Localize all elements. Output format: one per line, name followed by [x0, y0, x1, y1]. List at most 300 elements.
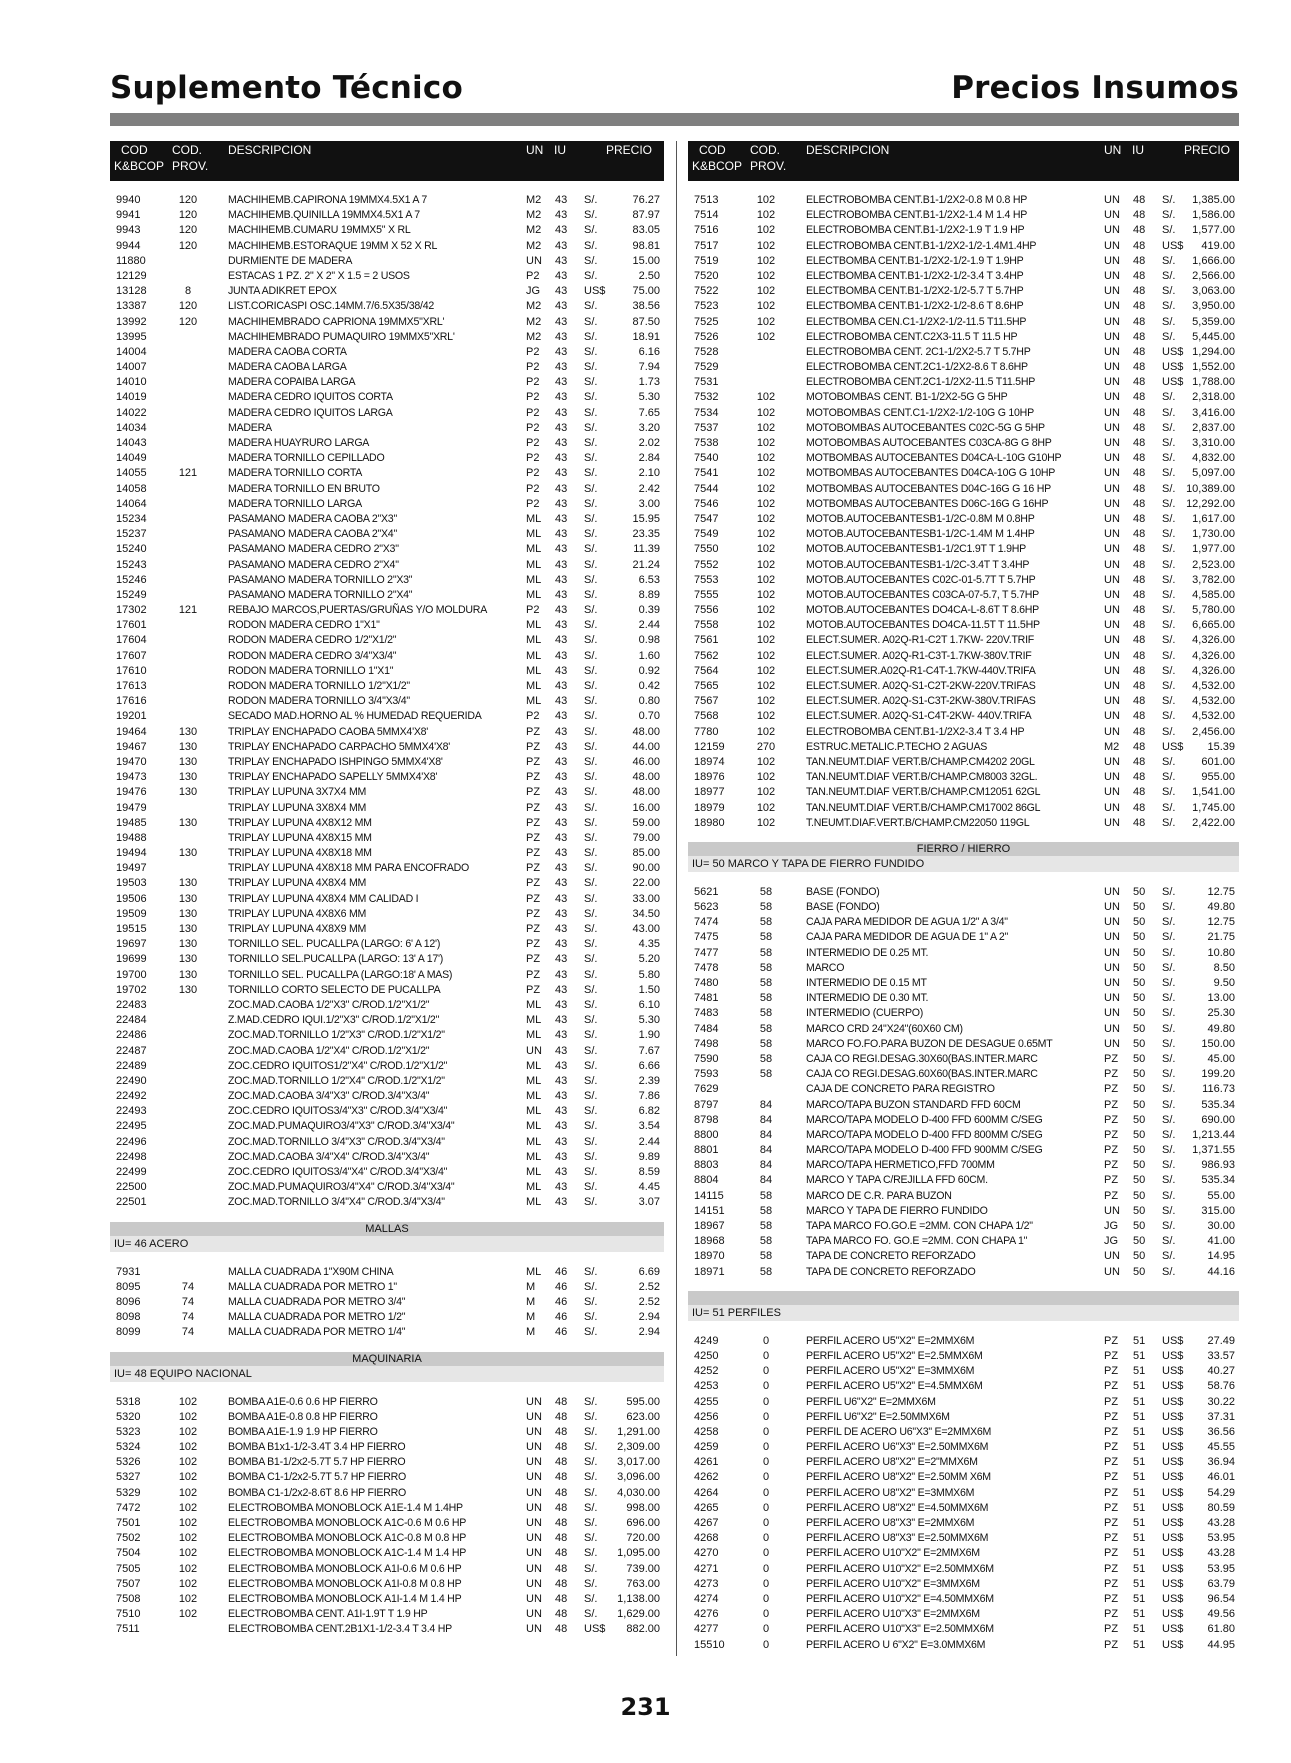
cell-price: 34.50	[632, 907, 660, 920]
cell-price: 49.80	[1207, 1022, 1235, 1035]
cell-prov: 102	[756, 695, 776, 708]
cell-currency: S/.	[1162, 695, 1176, 708]
cell-currency: US$	[1162, 1425, 1184, 1438]
cell-un: P2	[526, 391, 540, 404]
cell-price: 2.52	[638, 1295, 660, 1308]
cell-desc: ELECT.SUMER. A02Q-S1-C4T-2KW- 440V.TRIFA	[806, 710, 1032, 723]
cell-iu: 43	[555, 998, 568, 1011]
cell-cod: 7484	[694, 1022, 719, 1035]
cell-un: UN	[1104, 931, 1120, 944]
cell-currency: S/.	[584, 1265, 598, 1278]
cell-price: 2,309.00	[617, 1441, 660, 1454]
cell-iu: 43	[555, 801, 568, 814]
cell-desc: REBAJO MARCOS,PUERTAS/GRUÑAS Y/O MOLDURA	[228, 604, 488, 617]
cell-currency: US$	[1162, 1517, 1184, 1529]
cell-un: PZ	[526, 907, 541, 920]
cell-cod: 7540	[694, 452, 719, 465]
cell-iu: 50	[1133, 1037, 1146, 1050]
cell-price: 43.28	[1207, 1547, 1235, 1560]
cell-desc: TORNILLO CORTO SELECTO DE PUCALLPA	[228, 983, 441, 996]
table-row	[110, 573, 664, 588]
cell-price: 2.50	[638, 269, 660, 282]
cell-price: 998.00	[626, 1501, 660, 1514]
cell-currency: S/.	[584, 1014, 598, 1027]
cell-un: P2	[526, 269, 540, 282]
table-row	[110, 223, 664, 238]
cell-desc: MACHIHEMBRADO CAPRIONA 19MMX5"XRL'	[228, 315, 445, 328]
table-row	[110, 1104, 664, 1119]
table-row	[688, 1395, 1239, 1410]
cell-cod: 22498	[116, 1150, 147, 1163]
cell-currency: S/.	[584, 528, 598, 541]
cell-un: UN	[1104, 224, 1120, 237]
table-row	[688, 1440, 1239, 1455]
cell-prov: 58	[759, 931, 773, 944]
cell-prov: 102	[756, 725, 776, 738]
cell-price: 2.52	[638, 1280, 660, 1293]
cell-currency: S/.	[1162, 946, 1176, 959]
table-row	[110, 861, 664, 876]
cell-un: UN	[1104, 467, 1120, 480]
cell-iu: 51	[1133, 1486, 1146, 1499]
cell-cod: 19494	[116, 847, 147, 860]
cell-iu: 46	[555, 1265, 568, 1278]
cell-prov: 130	[178, 968, 198, 981]
cell-desc: ZOC.MAD.CAOBA 1/2"X3" C/ROD.1/2"X1/2"	[228, 998, 430, 1011]
cell-cod: 22483	[116, 998, 147, 1011]
cell-cod: 7507	[116, 1577, 141, 1590]
cell-currency: S/.	[584, 1577, 598, 1590]
cell-currency: S/.	[584, 695, 598, 708]
cell-currency: US$	[1162, 239, 1184, 252]
table-row	[110, 1280, 664, 1295]
cell-desc: ELECTBOMBA CEN.C1-1/2X2-1/2-11.5 T11.5HP	[806, 315, 1027, 328]
table-row	[688, 946, 1239, 961]
cell-desc: ELECTROBOMBA MONOBLOCK A1I-1.4 M 1.4 HP	[228, 1592, 462, 1605]
cell-price: 1.73	[638, 376, 660, 389]
cell-desc: ELECT.SUMER.A02Q-R1-C4T-1.7KW-440V.TRIFA	[806, 664, 1036, 677]
cell-un: UN	[1104, 1037, 1120, 1050]
cell-prov: 130	[178, 938, 198, 951]
cell-desc: PERFIL ACERO U6"X3" E=2.50MMX6M	[806, 1441, 989, 1454]
cell-iu: 48	[1133, 619, 1146, 632]
cell-currency: S/.	[1162, 1174, 1176, 1187]
cell-un: PZ	[1104, 1623, 1119, 1636]
cell-iu: 43	[555, 573, 568, 586]
header-cod: COD	[699, 143, 726, 157]
cell-price: 12,292.00	[1186, 497, 1235, 510]
cell-prov: 102	[178, 1395, 198, 1408]
header-prov-sub: PROV.	[172, 159, 209, 173]
cell-iu: 48	[1133, 740, 1146, 753]
cell-un: UN	[1104, 1007, 1120, 1020]
cell-cod: 12129	[116, 269, 147, 282]
table-row	[110, 740, 664, 755]
cell-un: ML	[526, 634, 542, 647]
cell-prov: 130	[178, 740, 198, 753]
cell-iu: 43	[555, 588, 568, 601]
table-row	[688, 755, 1239, 770]
cell-un: UN	[1104, 512, 1120, 525]
cell-currency: US$	[1162, 1410, 1184, 1423]
cell-cod: 19506	[116, 892, 147, 905]
cell-cod: 7544	[694, 482, 719, 495]
cell-iu: 43	[555, 330, 568, 343]
cell-cod: 7520	[694, 269, 719, 282]
cell-prov: 102	[178, 1532, 198, 1545]
cell-prov: 58	[759, 1204, 773, 1217]
cell-un: UN	[1104, 977, 1120, 989]
cell-cod: 8797	[694, 1098, 719, 1111]
cell-price: 690.00	[1201, 1113, 1235, 1126]
cell-cod: 5320	[116, 1410, 141, 1423]
cell-price: 87.97	[632, 209, 660, 222]
cell-currency: S/.	[584, 664, 598, 677]
cell-prov: 0	[762, 1623, 770, 1636]
cell-un: PZ	[1104, 1456, 1119, 1469]
cell-currency: S/.	[584, 877, 598, 890]
cell-currency: S/.	[1162, 1189, 1176, 1202]
cell-un: UN	[1104, 680, 1120, 692]
cell-un: UN	[526, 1395, 542, 1408]
cell-currency: S/.	[584, 983, 598, 996]
cell-currency: S/.	[1162, 931, 1176, 944]
cell-price: 5,359.00	[1192, 315, 1235, 328]
cell-desc: BOMBA C1-1/2x2-8.6T 8.6 HP FIERRO	[228, 1486, 406, 1499]
cell-iu: 48	[1133, 452, 1146, 465]
cell-iu: 48	[1133, 634, 1146, 647]
table-row	[688, 740, 1239, 755]
cell-un: ML	[526, 1265, 542, 1278]
cell-price: 7.67	[638, 1044, 660, 1057]
cell-desc: BOMBA A1E-1.9 1.9 HP FIERRO	[228, 1425, 378, 1438]
cell-prov: 0	[762, 1410, 770, 1423]
cell-iu: 43	[555, 1014, 568, 1027]
cell-cod: 7567	[694, 695, 719, 708]
table-row	[688, 885, 1239, 900]
cell-price: 2.44	[638, 1135, 660, 1148]
table-row	[110, 907, 664, 922]
cell-prov: 102	[756, 771, 776, 784]
cell-price: 150.00	[1201, 1037, 1235, 1050]
cell-prov: 58	[759, 1068, 773, 1081]
cell-cod: 7481	[694, 992, 719, 1005]
cell-un: P2	[526, 482, 540, 495]
cell-currency: S/.	[1162, 1068, 1176, 1081]
cell-un: UN	[1104, 885, 1120, 898]
cell-desc: MOTBOMBAS AUTOCEBANTES D04CA-10G G 10HP	[806, 467, 1056, 480]
table-row	[688, 573, 1239, 588]
cell-cod: 15510	[694, 1638, 725, 1651]
cell-un: PZ	[1104, 1517, 1119, 1529]
cell-prov: 58	[759, 916, 773, 929]
cell-price: 44.95	[1207, 1638, 1235, 1651]
cell-cod: 19697	[116, 938, 147, 951]
cell-desc: PERFIL ACERO U10"X3" E=2MMX6M	[806, 1608, 980, 1621]
cell-desc: MARCO	[806, 961, 845, 974]
table-row	[688, 1349, 1239, 1364]
cell-iu: 43	[555, 892, 568, 905]
cell-price: 315.00	[1201, 1204, 1235, 1217]
cell-prov: 0	[762, 1517, 770, 1529]
cell-price: 4,326.00	[1192, 664, 1235, 677]
cell-cod: 19464	[116, 725, 147, 738]
cell-cod: 17610	[116, 664, 147, 677]
cell-price: 1,095.00	[617, 1547, 660, 1560]
cell-currency: S/.	[584, 1562, 598, 1575]
cell-desc: PERFIL ACERO U 6"X2" E=3.0MMX6M	[806, 1638, 986, 1651]
cell-un: M2	[526, 330, 542, 343]
cell-cod: 22499	[116, 1166, 147, 1178]
cell-prov: 120	[178, 209, 198, 222]
cell-iu: 50	[1133, 1007, 1146, 1020]
table-row	[110, 664, 664, 679]
cell-un: UN	[526, 1425, 542, 1438]
cell-prov: 102	[756, 482, 776, 495]
cell-un: UN	[526, 1044, 542, 1057]
cell-price: 6.16	[638, 345, 660, 358]
cell-iu: 43	[555, 938, 568, 951]
cell-iu: 48	[1133, 588, 1146, 601]
cell-currency: S/.	[584, 1517, 598, 1529]
cell-cod: 8098	[116, 1311, 141, 1324]
section-title: FIERRO / HIERRO	[688, 842, 1239, 856]
cell-desc: TAN.NEUMT.DIAF VERT.B/CHAMP.CM4202 20GL	[806, 755, 1035, 768]
header-prov: COD.	[750, 143, 780, 157]
cell-un: UN	[1104, 315, 1120, 328]
cell-iu: 48	[555, 1441, 568, 1454]
cell-prov: 0	[762, 1562, 770, 1575]
cell-cod: 19467	[116, 740, 147, 753]
cell-price: 2.10	[638, 467, 660, 480]
cell-price: 4.45	[638, 1181, 660, 1194]
cell-cod: 7513	[694, 194, 719, 206]
cell-cod: 22492	[116, 1090, 147, 1103]
cell-iu: 51	[1133, 1410, 1146, 1423]
cell-un: PZ	[526, 877, 541, 890]
cell-iu: 51	[1133, 1608, 1146, 1621]
cell-un: UN	[1104, 725, 1120, 738]
table-row	[688, 330, 1239, 345]
cell-currency: S/.	[584, 1471, 598, 1484]
cell-desc: TAPA DE CONCRETO REFORZADO	[806, 1265, 976, 1278]
cell-desc: TAN.NEUMT.DIAF VERT.B/CHAMP.CM8003 32GL.	[806, 771, 1038, 784]
header-cod-sub: K&BCOP	[692, 159, 743, 173]
cell-cod: 17604	[116, 634, 147, 647]
cell-desc: PERFIL ACERO U10"X3" E=2.50MMX6M	[806, 1623, 994, 1636]
cell-desc: PERFIL ACERO U8"X2" E=2"MMX6M	[806, 1456, 978, 1469]
cell-price: 3.07	[638, 1196, 660, 1209]
cell-iu: 43	[555, 391, 568, 404]
cell-currency: S/.	[584, 1486, 598, 1499]
cell-iu: 48	[1133, 816, 1146, 829]
cell-desc: MADERA TORNILLO CEPILLADO	[228, 452, 385, 465]
cell-desc: ELECTROBOMBA MONOBLOCK A1C-0.8 M 0.8 HP	[228, 1532, 467, 1545]
cell-price: 1,291.00	[617, 1425, 660, 1438]
column-divider	[676, 141, 677, 1656]
cell-prov: 0	[762, 1395, 770, 1408]
section-gap	[110, 1341, 664, 1349]
table-row	[110, 937, 664, 952]
cell-iu: 43	[555, 224, 568, 237]
cell-desc: ELECTROBOMBA MONOBLOCK A1E-1.4 M 1.4HP	[228, 1501, 463, 1514]
cell-currency: S/.	[584, 923, 598, 935]
table-row	[110, 649, 664, 664]
cell-prov: 0	[762, 1349, 770, 1362]
cell-iu: 43	[555, 1150, 568, 1163]
cell-currency: S/.	[584, 254, 598, 267]
cell-cod: 11880	[116, 254, 146, 267]
table-row	[110, 315, 664, 330]
cell-prov: 130	[178, 892, 198, 905]
cell-desc: PERFIL DE ACERO U6"X3" E=2MMX6M	[806, 1425, 992, 1438]
table-row	[688, 512, 1239, 527]
table-row	[110, 1546, 664, 1561]
cell-price: 1.60	[638, 649, 660, 662]
cell-price: 5.30	[638, 391, 660, 404]
header-un: UN	[1104, 143, 1122, 157]
cell-desc: MALLA CUADRADA POR METRO 1/2"	[228, 1311, 406, 1324]
cell-cod: 7480	[694, 977, 719, 989]
cell-cod: 7526	[694, 330, 719, 343]
cell-price: 59.00	[632, 816, 660, 829]
cell-iu: 51	[1133, 1501, 1146, 1514]
cell-prov: 102	[756, 801, 776, 814]
cell-prov: 102	[756, 755, 776, 768]
table-row	[110, 345, 664, 360]
table-row	[688, 497, 1239, 512]
cell-un: PZ	[1104, 1189, 1119, 1202]
cell-cod: 18967	[694, 1220, 725, 1232]
table-row	[110, 618, 664, 633]
cell-un: ML	[526, 1196, 542, 1209]
cell-desc: MARCO FO.FO.PARA BUZON DE DESAGUE 0.65MT	[806, 1037, 1053, 1050]
cell-price: 8.59	[638, 1166, 660, 1178]
cell-currency: S/.	[584, 1311, 598, 1324]
cell-price: 46.01	[1207, 1471, 1235, 1484]
cell-un: PZ	[1104, 1395, 1119, 1408]
cell-price: 955.00	[1201, 771, 1235, 784]
cell-iu: 50	[1133, 1250, 1146, 1263]
cell-price: 1.50	[638, 983, 660, 996]
table-row	[688, 1638, 1239, 1653]
cell-un: UN	[1104, 634, 1120, 647]
cell-un: ML	[526, 588, 542, 601]
cell-desc: PERFIL ACERO U5"X2" E=4.5MMX6M	[806, 1380, 983, 1393]
cell-desc: ZOC.CEDRO IQUITOS3/4"X3" C/ROD.3/4"X3/4"	[228, 1105, 448, 1118]
table-row	[688, 1455, 1239, 1470]
cell-price: 696.00	[626, 1517, 660, 1529]
cell-price: 8.89	[638, 588, 660, 601]
cell-currency: S/.	[1162, 285, 1176, 298]
cell-cod: 22500	[116, 1181, 147, 1194]
cell-currency: S/.	[1162, 786, 1176, 799]
table-row	[110, 360, 664, 375]
cell-price: 3.54	[638, 1120, 660, 1133]
cell-un: M2	[1104, 740, 1120, 753]
cell-prov: 84	[759, 1144, 773, 1157]
table-row	[110, 451, 664, 466]
cell-currency: US$	[1162, 1365, 1184, 1378]
cell-prov: 130	[178, 983, 198, 996]
cell-un: UN	[1104, 482, 1120, 495]
cell-iu: 50	[1133, 901, 1146, 914]
cell-currency: S/.	[584, 239, 598, 252]
table-row	[110, 466, 664, 481]
table-row	[110, 831, 664, 846]
cell-desc: PASAMANO MADERA TORNILLO 2"X3"	[228, 573, 413, 586]
cell-un: ML	[526, 1181, 542, 1194]
table-row	[688, 527, 1239, 542]
cell-desc: MACHIHEMB.CUMARU 19MMX5" X RL	[228, 224, 411, 237]
table-row	[688, 1562, 1239, 1577]
cell-desc: MARCO DE C.R. PARA BUZON	[806, 1189, 952, 1202]
cell-iu: 51	[1133, 1456, 1146, 1469]
cell-desc: BOMBA C1-1/2x2-5.7T 5.7 HP FIERRO	[228, 1471, 406, 1484]
cell-cod: 18970	[694, 1250, 725, 1263]
cell-price: 9.50	[1213, 977, 1235, 989]
cell-cod: 7537	[694, 421, 719, 434]
cell-currency: S/.	[584, 907, 598, 920]
cell-price: 21.75	[1207, 931, 1235, 944]
table-row	[110, 816, 664, 831]
cell-currency: S/.	[1162, 512, 1176, 525]
cell-iu: 48	[1133, 497, 1146, 510]
cell-un: UN	[1104, 239, 1120, 252]
table-row	[688, 991, 1239, 1006]
cell-currency: S/.	[1162, 482, 1176, 495]
cell-price: 75.00	[632, 285, 660, 298]
cell-price: 10,389.00	[1186, 482, 1235, 495]
cell-iu: 46	[555, 1280, 568, 1293]
cell-price: 23.35	[632, 528, 660, 541]
cell-price: 3,017.00	[617, 1456, 660, 1469]
cell-price: 5.80	[638, 968, 660, 981]
cell-currency: S/.	[1162, 1052, 1176, 1065]
table-row	[688, 1410, 1239, 1425]
cell-desc: ELECT.SUMER. A02Q-S1-C2T-2KW-220V.TRIFAS	[806, 680, 1036, 692]
table-row	[110, 1195, 664, 1210]
cell-iu: 43	[555, 209, 568, 222]
cell-currency: S/.	[584, 1395, 598, 1408]
cell-currency: S/.	[1162, 588, 1176, 601]
cell-desc: TAN.NEUMT.DIAF VERT.B/CHAMP.CM12051 62GL	[806, 786, 1041, 799]
table-row	[688, 709, 1239, 724]
table-row	[110, 1562, 664, 1577]
cell-cod: 7532	[694, 391, 719, 404]
cell-cod: 7931	[116, 1265, 141, 1278]
cell-un: UN	[1104, 421, 1120, 434]
cell-price: 6.53	[638, 573, 660, 586]
cell-desc: MADERA TORNILLO CORTA	[228, 467, 363, 480]
cell-un: P2	[526, 497, 540, 510]
cell-un: PZ	[1104, 1068, 1119, 1081]
table-row	[688, 915, 1239, 930]
cell-price: 83.05	[632, 224, 660, 237]
table-row	[110, 922, 664, 937]
cell-iu: 50	[1133, 946, 1146, 959]
cell-iu: 50	[1133, 916, 1146, 929]
cell-iu: 48	[555, 1410, 568, 1423]
cell-un: P2	[526, 376, 540, 389]
cell-un: UN	[526, 1517, 542, 1529]
cell-iu: 46	[555, 1311, 568, 1324]
cell-prov: 130	[178, 907, 198, 920]
cell-price: 14.95	[1207, 1250, 1235, 1263]
header-desc: DESCRIPCION	[806, 143, 890, 157]
cell-un: ML	[526, 1090, 542, 1103]
cell-prov: 8	[184, 285, 192, 298]
